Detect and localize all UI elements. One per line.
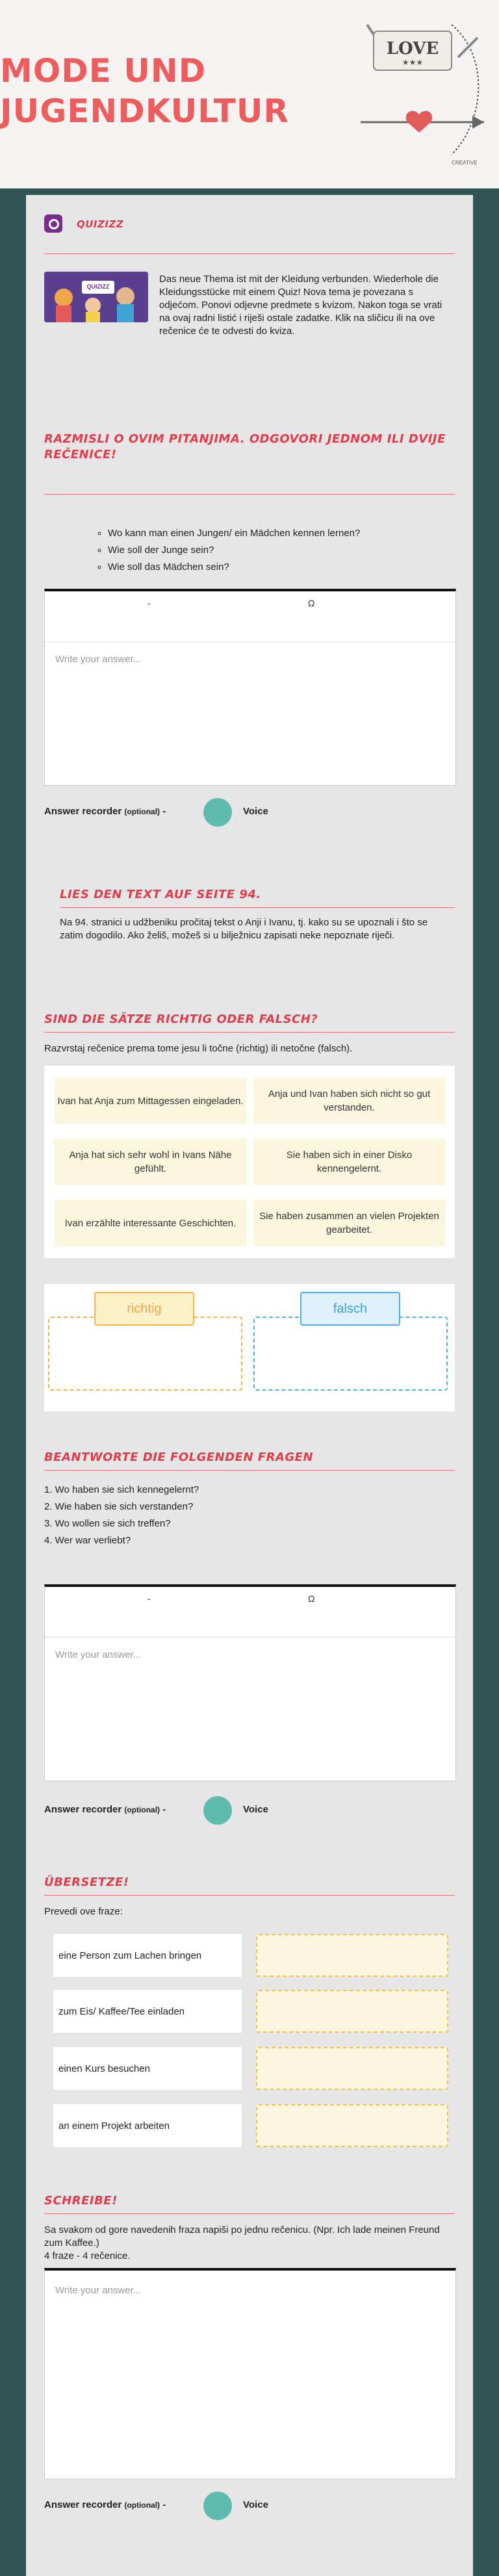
editor-toolbar: [45, 591, 455, 642]
drag-card[interactable]: Ivan hat Anja zum Mittagessen eingeladen.: [55, 1077, 246, 1124]
divider: [44, 253, 455, 254]
sentence-cards: [44, 1066, 455, 1258]
voice-label: Voice: [243, 2499, 268, 2510]
falsch-drop-zone[interactable]: [253, 1317, 448, 1391]
voice-label: Voice: [243, 806, 268, 817]
list-item: 4. Wer war verliebt?: [44, 1535, 131, 1546]
voice-label: Voice: [243, 1804, 268, 1815]
section4-title: BEANTWORTE DIE FOLGENDEN FRAGEN: [44, 1450, 314, 1464]
quizizz-logo-icon[interactable]: [44, 214, 62, 233]
drag-card[interactable]: Anja hat sich sehr wohl in Ivans Nähe gefühlt.: [55, 1139, 246, 1185]
love-sticker-icon: [354, 18, 487, 171]
drag-card[interactable]: Ivan erzählte interessante Geschichten.: [55, 1200, 246, 1246]
list-item: 1. Wo haben sie sich kennegelernt?: [44, 1484, 199, 1495]
list-item: 2. Wie haben sie sich verstanden?: [44, 1501, 194, 1512]
list-item: ◦ Wie soll das Mädchen sein?: [108, 559, 360, 576]
answer-placeholder: Write your answer...: [55, 2285, 142, 2296]
drag-card[interactable]: Sie haben sich in einer Disko kennengelernt.: [253, 1139, 445, 1185]
svg-text:LOVE: LOVE: [386, 39, 439, 58]
record-button[interactable]: [203, 798, 232, 827]
quizizz-banner-image[interactable]: QUIZIZZ: [44, 272, 148, 322]
toolbar-dash-button[interactable]: -: [147, 1593, 151, 1604]
list-item: ◦ Wo kann man einen Jungen/ ein Mädchen kennen lernen?: [108, 525, 360, 542]
header: [0, 0, 499, 188]
omega-icon[interactable]: Ω: [308, 598, 315, 608]
falsch-label: falsch: [300, 1292, 400, 1326]
phrase-card[interactable]: an einem Projekt arbeiten: [53, 2104, 242, 2147]
drag-card[interactable]: Anja und Ivan haben sich nicht so gut verstanden.: [253, 1077, 445, 1124]
section2-title: LIES DEN TEXT AUF SEITE 94.: [60, 888, 261, 901]
record-button[interactable]: [203, 2492, 232, 2520]
translation-slot[interactable]: [256, 1934, 448, 1977]
translation-slot[interactable]: [256, 2104, 448, 2147]
answer-editor-3[interactable]: [44, 2268, 456, 2479]
answer-recorder-label: Answer recorder (optional) -: [44, 1804, 166, 1815]
phrase-card[interactable]: eine Person zum Lachen bringen: [53, 1934, 242, 1977]
section5-title: ÜBERSETZE!: [44, 1875, 129, 1889]
list-item: 3. Wo wollen sie sich treffen?: [44, 1518, 171, 1529]
divider: [44, 1895, 455, 1896]
svg-text:★★★: ★★★: [402, 58, 424, 67]
answer-editor-1[interactable]: [44, 589, 456, 786]
richtig-drop-zone[interactable]: [48, 1317, 242, 1391]
svg-text:CREATIVE: CREATIVE: [452, 160, 478, 166]
translation-slot[interactable]: [256, 1990, 448, 2033]
divider: [44, 2213, 455, 2214]
quizizz-brand: QUIZIZZ: [77, 218, 124, 230]
quiz-people-icon: [44, 272, 148, 322]
section1-questions: [95, 525, 360, 576]
record-button[interactable]: [203, 1796, 232, 1825]
divider: [44, 1470, 455, 1471]
phrase-card[interactable]: einen Kurs besuchen: [53, 2047, 242, 2090]
page-title: MODE UND JUGENDKULTUR: [0, 52, 290, 130]
list-item: ◦ Wie soll der Junge sein?: [108, 542, 360, 559]
divider: [44, 494, 455, 495]
sort-bins: [44, 1284, 455, 1411]
section4-questions: [44, 1482, 199, 1549]
omega-icon[interactable]: Ω: [308, 1593, 315, 1604]
section3-instruction: Razvrstaj rečenice prema tome jesu li točne (richtig) ili netočne (falsch).: [44, 1043, 353, 1054]
answer-placeholder: Write your answer...: [55, 1649, 142, 1660]
section5-instruction: Prevedi ove fraze:: [44, 1906, 123, 1917]
answer-recorder-label: Answer recorder (optional) -: [44, 806, 166, 817]
drag-card[interactable]: Sie haben zusammen an vielen Projekten gearbeitet.: [253, 1200, 445, 1246]
answer-editor-2[interactable]: [44, 1584, 456, 1781]
section1-title: RAZMISLI O OVIM PITANJIMA. ODGOVORI JEDNOM ILI DVIJE REČENICE!: [44, 432, 446, 461]
section6-title: SCHREIBE!: [44, 2194, 118, 2208]
answer-recorder-label: Answer recorder (optional) -: [44, 2499, 166, 2510]
quizizz-text[interactable]: Das neue Thema ist mit der Kleidung verbunden. Wiederhole die Kleidungsstücke mit einem Quiz! Nova tema je povezana s odjećom. Ponovi odjevne predmete s kvizom. Nakon toga se vrati na ovaj radni listić i riješi ostale zadatke. Klik na sličicu ili na ove rečenice će te odvesti do kviza.: [159, 274, 442, 337]
editor-toolbar: [45, 1587, 455, 1638]
toolbar-dash-button[interactable]: -: [147, 598, 151, 608]
section6-instruction: Sa svakom od gore navedenih fraza napiši po jednu rečenicu. (Npr. Ich lade meinen Freund zum Kaffee.) 4 fraze - 4 rečenice.: [44, 2224, 440, 2261]
richtig-label: richtig: [94, 1292, 194, 1326]
divider: [60, 907, 455, 908]
answer-placeholder: Write your answer...: [55, 654, 142, 665]
section3-title: SIND DIE SÄTZE RICHTIG ODER FALSCH?: [44, 1012, 318, 1026]
translation-slot[interactable]: [256, 2047, 448, 2090]
phrase-card[interactable]: zum Eis/ Kaffee/Tee einladen: [53, 1990, 242, 2033]
divider: [44, 1032, 455, 1033]
section2-text: Na 94. stranici u udžbeniku pročitaj tekst o Anji i Ivanu, tj. kako su se upoznali i što se zatim dogodilo. Ako želiš, možeš si u bilježnicu zapisati neke nepoznate riječi.: [60, 917, 428, 941]
